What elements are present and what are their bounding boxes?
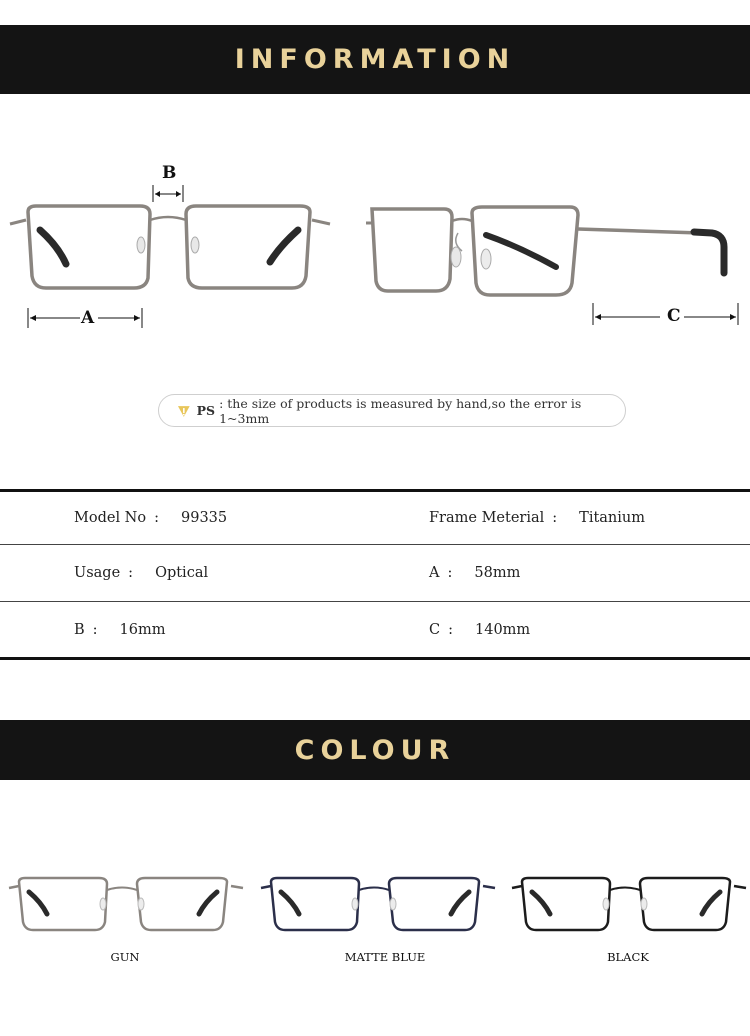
spec-value: Titanium <box>579 510 646 526</box>
spec-separator: : <box>448 621 453 638</box>
spec-label: Frame Meterial <box>429 510 545 526</box>
dimension-a-label: A <box>81 308 95 328</box>
colour-banner <box>0 720 750 780</box>
spec-value: 140mm <box>475 621 531 638</box>
colour-label-black: BLACK <box>607 950 649 964</box>
colour-title: COLOUR <box>294 734 456 766</box>
spec-value: 16mm <box>119 621 166 638</box>
spec-cell-right <box>429 492 645 544</box>
information-title: INFORMATION <box>234 44 516 75</box>
colour-variant-image-gun <box>5 868 245 938</box>
spec-table <box>0 489 750 660</box>
spec-label: C <box>429 621 441 638</box>
spec-cell-left <box>74 492 227 544</box>
spec-label: B <box>74 621 85 638</box>
spec-label: Model No <box>74 510 147 526</box>
spec-row <box>0 489 750 545</box>
spec-separator: : <box>92 621 98 638</box>
spec-cell-left <box>74 545 208 601</box>
spec-separator: : <box>154 510 159 526</box>
dimension-b-label: B <box>162 163 177 183</box>
warning-icon <box>177 404 191 418</box>
spec-row <box>0 545 750 602</box>
spec-cell-left <box>74 602 166 657</box>
spec-cell-right <box>429 545 520 601</box>
colour-label-matte-blue: MATTE BLUE <box>344 950 426 964</box>
information-banner <box>0 25 750 94</box>
measurement-notice <box>158 394 626 427</box>
spec-separator: : <box>128 565 134 581</box>
colour-variant-image-matte-blue <box>257 868 497 938</box>
colour-variant-image-black <box>508 868 750 938</box>
spec-separator: : <box>447 565 453 581</box>
notice-prefix: PS <box>196 403 216 418</box>
spec-separator: : <box>552 510 558 526</box>
dimension-c-label: C <box>667 306 681 326</box>
spec-value: 99335 <box>181 510 228 526</box>
side-view-glasses-image <box>360 195 750 335</box>
spec-row <box>0 602 750 660</box>
spec-label: Usage <box>74 565 121 581</box>
spec-value: 58mm <box>474 565 521 581</box>
spec-label: A <box>429 565 440 581</box>
spec-value: Optical <box>155 565 209 581</box>
spec-cell-right <box>429 602 530 657</box>
colour-label-gun: GUN <box>110 950 140 964</box>
notice-text: : the size of products is measured by hand,so the error is 1~3mm <box>219 395 582 426</box>
